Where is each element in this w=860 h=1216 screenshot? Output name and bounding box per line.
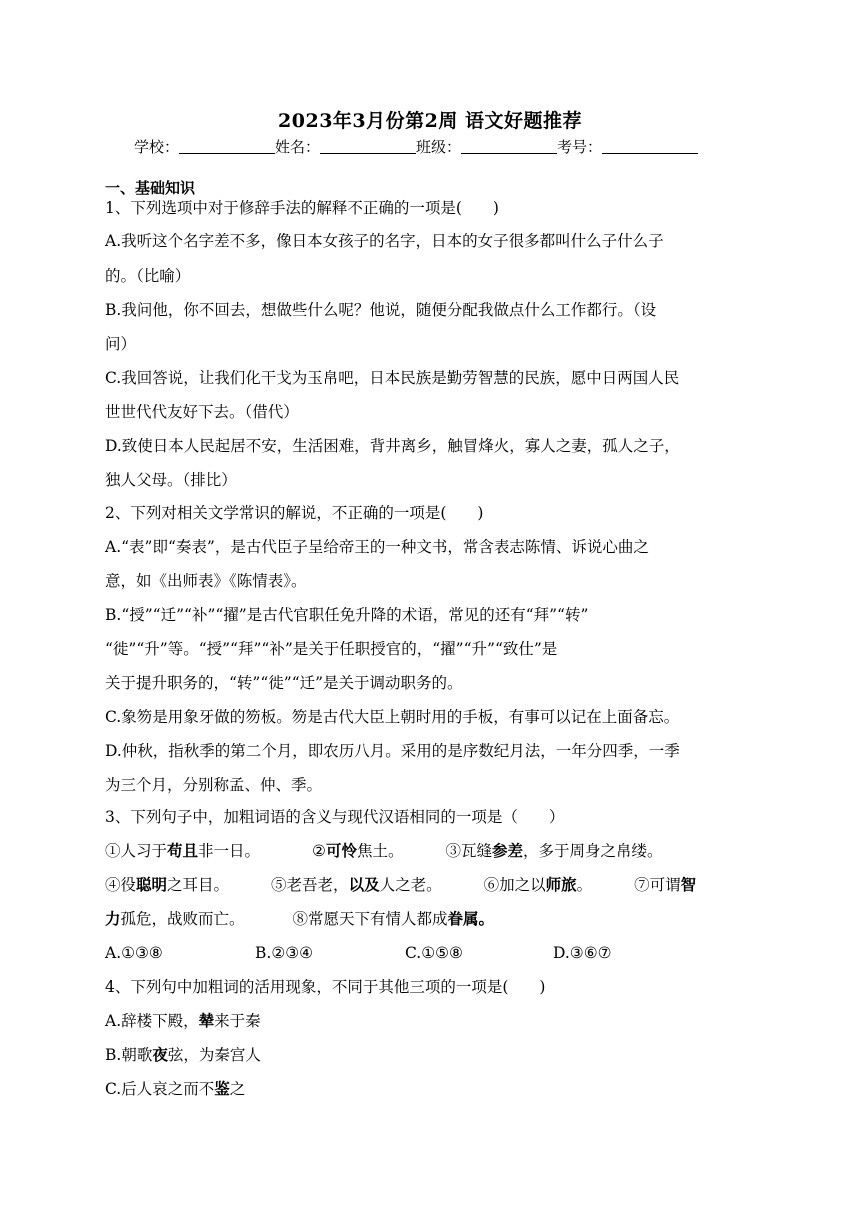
q3-option-d[interactable]: D.③⑥⑦: [553, 944, 612, 962]
q2-option-c: C.象笏是用象牙做的笏板。笏是古代大臣上朝时用的手板，有事可以记在上面备忘。: [105, 708, 680, 726]
q3-sentence-2: ②可怜焦土。: [312, 841, 404, 860]
q3-sentence-7: ⑦可谓智: [634, 875, 697, 894]
q3-option-a[interactable]: A.①③⑧: [105, 944, 163, 962]
q3-sentence-5: ⑤老吾老，以及人之老。: [271, 875, 442, 894]
q3-sentence-1: ①人习于苟且非一日。: [105, 841, 261, 860]
q1-option-a: A.我听这个名字差不多，像日本女孩子的名字，日本的女子很多都叫什么子什么子: [105, 232, 664, 250]
q2-option-b-cont2: 关于提升职务的，“转”“徙”“迁”是关于调动职务的。: [105, 674, 463, 692]
q2-option-d: D.仲秋，指秋季的第二个月，即农历八月。采用的是序数纪月法，一年分四季，一季: [105, 742, 680, 760]
q3-sentence-6: ⑥加之以师旅。: [483, 875, 593, 894]
section-heading: 一、基础知识: [105, 179, 196, 197]
class-label: 班级：: [416, 138, 462, 156]
q3-options: [105, 942, 755, 964]
q1-option-d-cont: 独人父母。（排比）: [105, 471, 237, 489]
q4-option-a: A.辞楼下殿，辇来于秦: [105, 1011, 261, 1030]
question-4-stem: 4、下列句中加粗词的活用现象，不同于其他三项的一项是( ): [105, 978, 546, 996]
q4-option-c: C.后人哀之而不鉴之: [105, 1079, 246, 1098]
exam-no-label: 考号：: [557, 138, 603, 156]
name-label: 姓名：: [275, 138, 321, 156]
q1-option-b-cont: 问）: [105, 335, 137, 353]
q3-sentence-4: ④役聪明之耳目。: [105, 875, 230, 894]
q1-option-c-cont: 世世代代友好下去。（借代）: [105, 403, 299, 421]
question-1-stem: 1、下列选项中对于修辞手法的解释不正确的一项是( ): [105, 199, 499, 217]
question-2-stem: 2、下列对相关文学常识的解说，不正确的一项是( ): [105, 504, 484, 522]
q1-option-a-cont: 的。（比喻）: [105, 267, 191, 285]
student-info-row: [134, 136, 774, 157]
q3-sentences-row-1: [105, 840, 755, 862]
document-title: 2023年3月份第2周 语文好题推荐: [278, 110, 582, 132]
q3-sentence-3: ③瓦缝参差，多于周身之帛缕。: [445, 841, 663, 860]
q3-sentences-row-3: [105, 908, 755, 930]
school-label: 学校：: [134, 138, 180, 156]
q2-option-a-cont: 意，如《出师表》《陈情表》。: [105, 572, 307, 590]
q1-option-d: D.致使日本人民起居不安，生活困难，背井离乡，触冒烽火，寡人之妻，孤人之子，: [105, 437, 680, 455]
q3-sentences-row-2: [105, 874, 755, 896]
q3-option-b[interactable]: B.②③④: [255, 944, 314, 962]
q2-option-b: B.“授”“迁”“补”“擢”是古代官职任免升降的术语，常见的还有“拜”“转”: [105, 606, 589, 624]
name-blank: [320, 139, 416, 154]
q2-option-a: A.“表”即“奏表”，是古代臣子呈给帝王的一种文书，常含表志陈情、诉说心曲之: [105, 538, 649, 556]
q3-option-c[interactable]: C.①⑤⑧: [405, 944, 463, 962]
exam-no-blank: [602, 139, 698, 154]
school-blank: [179, 139, 275, 154]
q2-option-d-cont: 为三个月，分别称孟、仲、季。: [105, 776, 323, 794]
q1-option-b: B.我问他，你不回去，想做些什么呢？他说，随便分配我做点什么工作都行。（设: [105, 301, 657, 319]
q4-option-b: B.朝歌夜弦，为秦宫人: [105, 1045, 261, 1064]
q3-sentence-8: ⑧常愿天下有情人都成眷属。: [292, 909, 495, 928]
q2-option-b-cont1: “徙”“升”等。“授”“拜”“补”是关于任职授官的，“擢”“升”“致仕”是: [105, 640, 558, 658]
class-blank: [461, 139, 557, 154]
q1-option-c: C.我回答说，让我们化干戈为玉帛吧，日本民族是勤劳智慧的民族，愿中日两国人民: [105, 369, 680, 387]
question-3-stem: 3、下列句子中，加粗词语的含义与现代汉语相同的一项是（ ）: [105, 808, 565, 826]
q3-sentence-7-cont: 力孤危，战败而亡。: [105, 909, 245, 928]
